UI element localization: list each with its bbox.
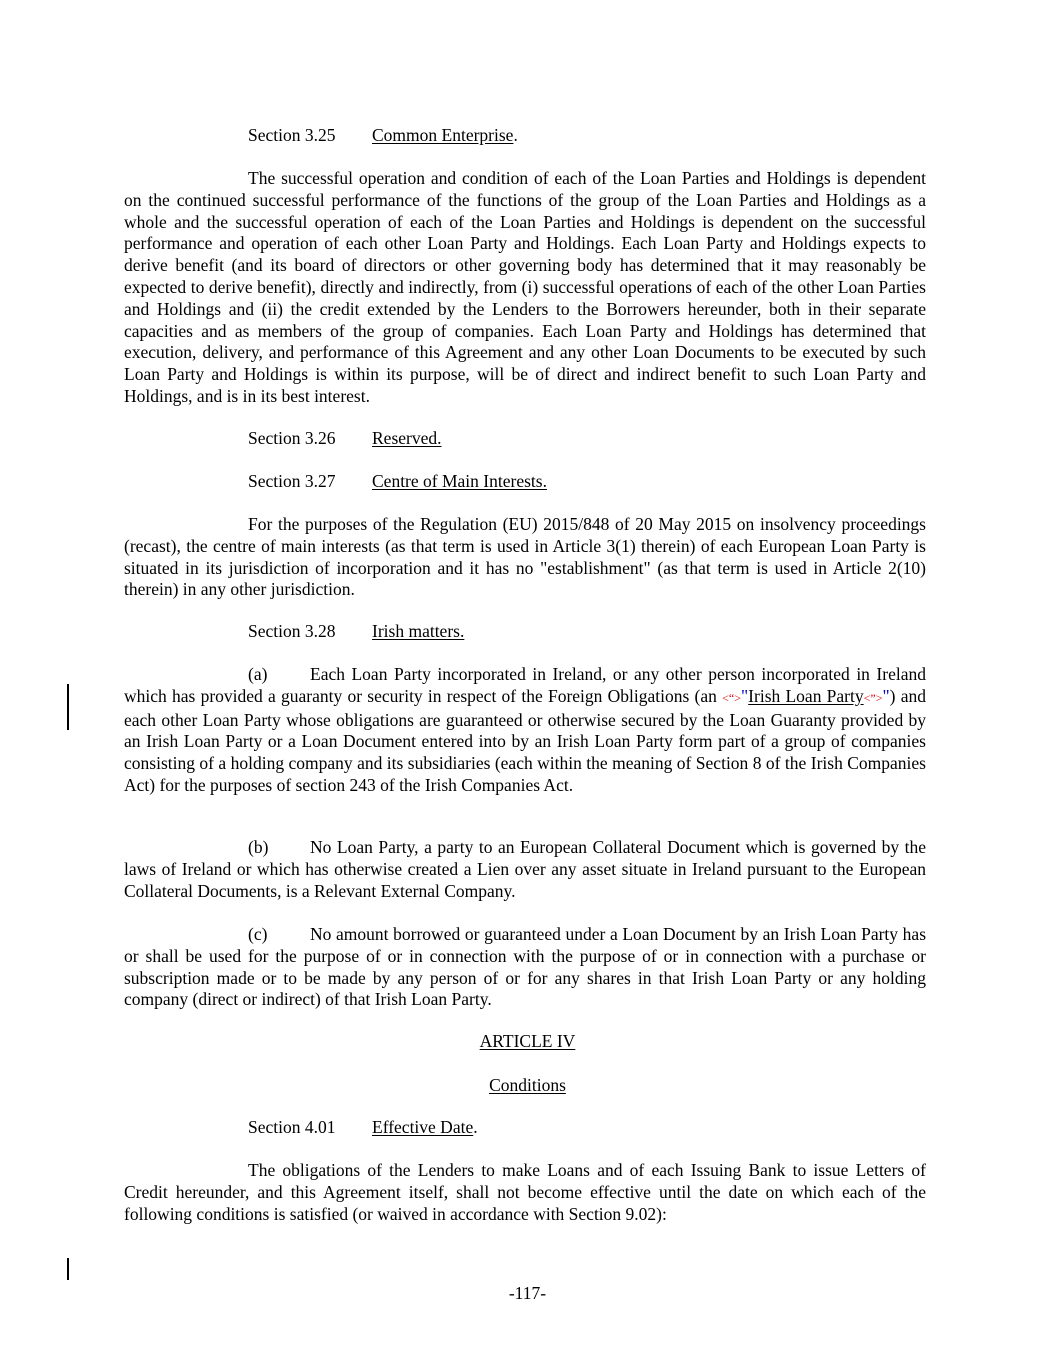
section-number: Section 3.26	[248, 428, 336, 448]
defined-term: Irish Loan Party	[748, 685, 864, 706]
section-title: Common Enterprise	[372, 125, 514, 145]
inserted-quote: "	[882, 685, 890, 706]
clause-label: (a)	[248, 664, 268, 684]
deletion-mark: <”>	[863, 690, 883, 705]
article-subheading	[0, 1075, 1055, 1097]
article-subtitle: Conditions	[489, 1075, 566, 1095]
clause-label: (c)	[248, 924, 268, 944]
clause-text: ) and each other Loan Party whose obligations are guaranteed or otherwise secured by the Loan Guaranty provided by an Irish Loan Party or a Loan Document entered into by an Irish Loan Party form part of a group of companies consisting of a holding company and its subsidiaries (each within the meaning of Section 8 of the Irish Companies Act) for the purposes of section 243 of the Irish Companies Act.	[124, 685, 926, 795]
revision-change-bar	[67, 1258, 69, 1280]
revision-change-bar	[67, 684, 69, 730]
clause-text: Each Loan Party incorporated in Ireland, or any other person incorporated in Ireland which has provided a guaranty or security in respect of the Foreign Obligations (an	[124, 664, 926, 706]
section-number: Section 3.28	[248, 621, 336, 641]
section-3-28-c	[124, 924, 926, 1011]
clause-label: (b)	[248, 837, 269, 857]
section-3-28-heading	[248, 621, 464, 643]
section-number: Section 3.27	[248, 471, 336, 491]
section-number: Section 4.01	[248, 1117, 336, 1137]
article-title: ARTICLE IV	[479, 1031, 576, 1051]
deletion-mark: <“>	[722, 690, 742, 705]
section-3-27-body: For the purposes of the Regulation (EU) 2015/848 of 20 May 2015 on insolvency proceedings (recast), the centre of main interests (as that term is used in Article 3(1) therein) of each European Loan Party is situated in its jurisdiction of incorporation and it has no "establishment" (as that term is used in Article 2(10) therein) in any other jurisdiction.	[124, 514, 926, 600]
section-3-28-b	[124, 837, 926, 902]
section-title-period: .	[513, 125, 518, 145]
article-heading	[0, 1031, 1055, 1053]
section-3-28-a	[124, 664, 926, 797]
section-3-27-heading	[248, 471, 547, 493]
page-number: -117-	[508, 1283, 547, 1303]
section-number: Section 3.25	[248, 125, 336, 145]
section-title: Effective Date	[372, 1117, 474, 1137]
section-3-25-body: The successful operation and condition of each of the Loan Parties and Holdings is dependent on the continued successful performance of the functions of the group of the Loan Parties and Holdings as a whole and the successful operation of each of the Loan Parties and Holdings is dependent on the successful performance and operation of each other Loan Party and Holdings. Each Loan Party and Holdings expects to derive benefit (and its board of directors or other governing body has determined that it may reasonably be expected to derive benefit), directly and indirectly, from (i) successful operations of each of the other Loan Parties and Holdings and (ii) the credit extended by the Lenders to the Borrowers hereunder, both in their separate capacities and as members of the group of companies. Each Loan Party and Holdings has determined that execution, delivery, and performance of this Agreement and any other Loan Documents to be executed by such Loan Party and Holdings is within its purpose, will be of direct and indirect benefit to such Loan Party and Holdings, and is in its best interest.	[124, 168, 926, 406]
section-title: Reserved.	[372, 428, 442, 448]
section-3-26-heading	[248, 428, 442, 450]
clause-text: No Loan Party, a party to an European Collateral Document which is governed by the laws of Ireland or which has otherwise created a Lien over any asset situate in Ireland pursuant to the European Collateral Documents, is a Relevant External Company.	[124, 837, 926, 901]
section-3-25-heading	[248, 125, 518, 147]
section-title-period: .	[473, 1117, 478, 1137]
clause-text: No amount borrowed or guaranteed under a Loan Document by an Irish Loan Party has or shall be used for the purpose of or in connection with the purpose of or in connection with a purchase or subscription made or to be made by any person of or for any shares in that Irish Loan Party or any holding company (direct or indirect) of that Irish Loan Party.	[124, 924, 926, 1010]
section-title: Irish matters.	[372, 621, 465, 641]
section-4-01-body: The obligations of the Lenders to make Loans and of each Issuing Bank to issue Letters of Credit hereunder, and this Agreement itself, shall not become effective until the date on which each of the following conditions is satisfied (or waived in accordance with Section 9.02):	[124, 1160, 926, 1224]
section-title: Centre of Main Interests.	[372, 471, 547, 491]
inserted-quote: "	[741, 685, 749, 706]
section-4-01-heading	[248, 1117, 478, 1139]
